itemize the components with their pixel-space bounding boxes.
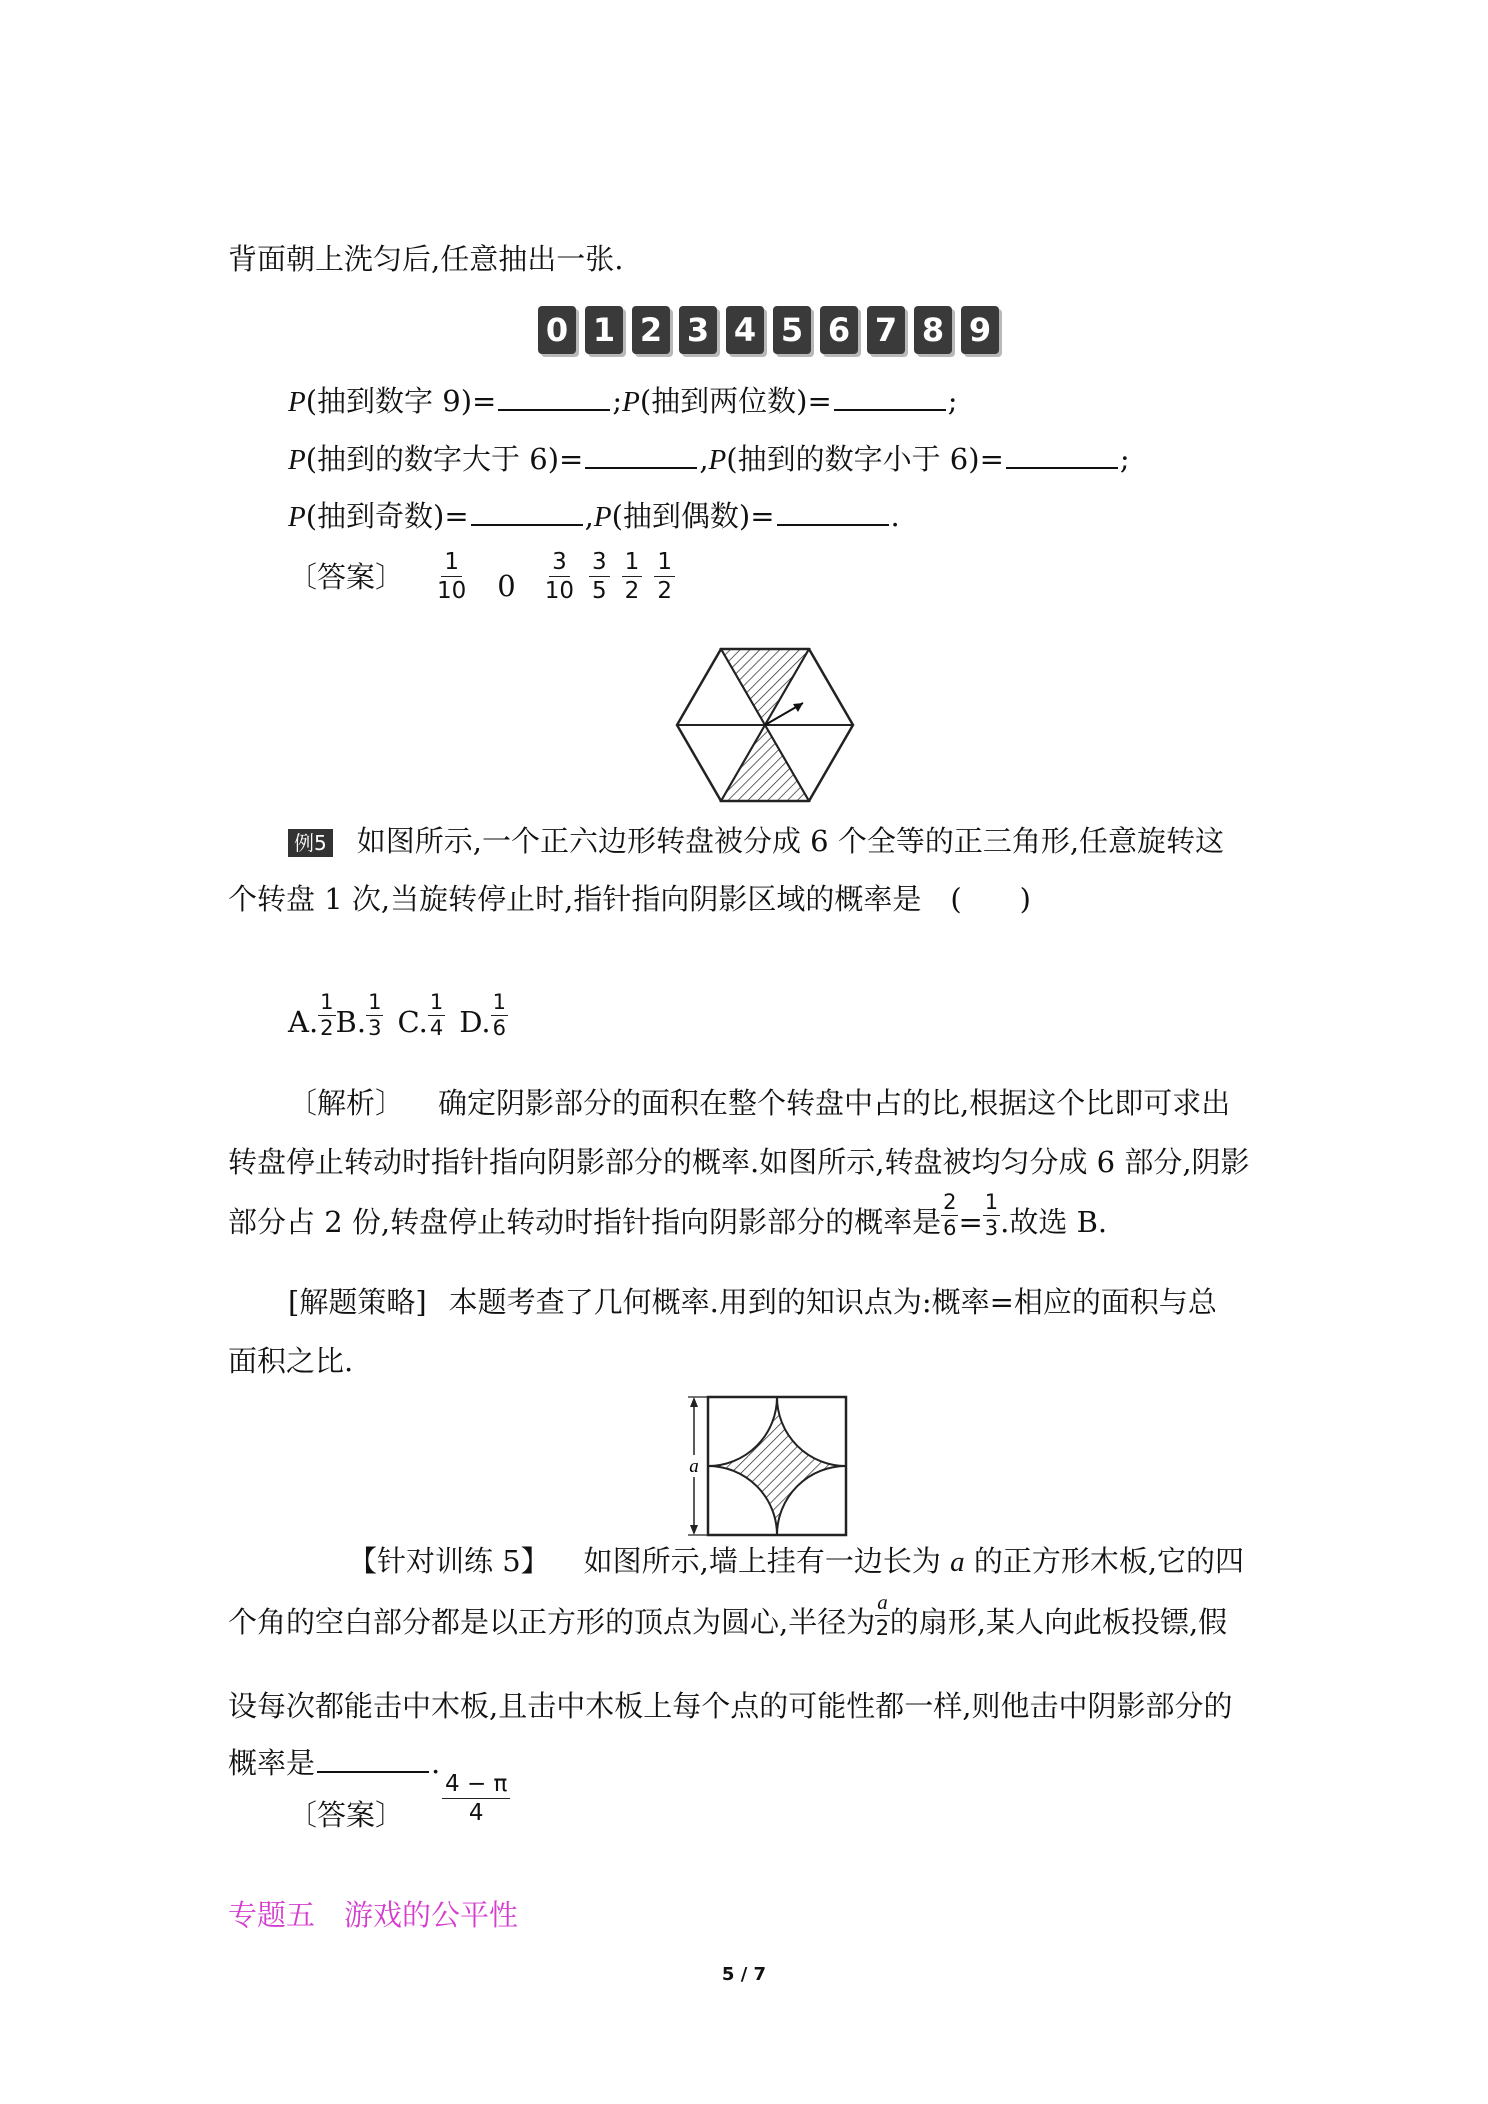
card-0: 0 <box>538 306 576 354</box>
example-badge: 例5 <box>288 829 333 857</box>
analysis-line-1 <box>288 1084 1230 1122</box>
training-text: 概率是 <box>228 1746 316 1780</box>
punct: . <box>431 1746 441 1780</box>
answer-label: 〔答案〕 <box>288 1798 405 1832</box>
p-symbol: P <box>288 386 306 418</box>
arrow-down-icon <box>690 1525 698 1535</box>
analysis-text: 部分占 2 份,转盘停止转动时指针指向阴影部分的概率是 <box>228 1205 942 1239</box>
variable-a: a <box>950 1546 965 1578</box>
arrow-up-icon <box>690 1397 698 1407</box>
option-d-label: D. <box>459 1005 491 1039</box>
card-6: 6 <box>820 306 858 354</box>
p-symbol: P <box>288 444 306 476</box>
training-5-line-4 <box>228 1744 440 1782</box>
option-c-fraction: $\frac{1}{4}$ <box>429 990 444 1040</box>
fraction: $\frac{2}{6}$ <box>943 1190 957 1240</box>
card-2: 2 <box>632 306 670 354</box>
answer-1 <box>288 548 681 605</box>
punct: ; <box>1119 442 1130 476</box>
square-board-figure <box>680 1395 850 1537</box>
option-a-label: A. <box>288 1005 319 1039</box>
fraction: $\frac{1}{2}$ <box>654 548 675 605</box>
p-symbol: P <box>708 444 727 476</box>
card-1: 1 <box>585 306 623 354</box>
answer-label: 〔答案〕 <box>288 559 405 594</box>
card-9: 9 <box>961 306 999 354</box>
topic-heading: 专题五 游戏的公平性 <box>228 1898 519 1932</box>
card-3: 3 <box>679 306 717 354</box>
shaded-bottom-triangle <box>721 725 809 801</box>
punct: ; <box>947 384 958 418</box>
prob-line-1 <box>288 382 958 421</box>
answer-blank[interactable] <box>777 498 889 526</box>
p-symbol: P <box>593 501 612 533</box>
hexagon-spinner-figure <box>675 645 855 805</box>
fraction: $\frac{3}{5}$ <box>589 548 610 605</box>
number-cards <box>538 306 1008 354</box>
fraction: $\frac{1}{2}$ <box>622 548 643 605</box>
prob-text: (抽到偶数)= <box>611 499 775 533</box>
training-5-line-2 <box>228 1590 1227 1641</box>
option-c-label: C. <box>397 1005 428 1039</box>
analysis-text: .故选 B. <box>1000 1205 1108 1239</box>
card-4: 4 <box>726 306 764 354</box>
example-5-line-1 <box>288 822 1224 860</box>
option-d-fraction: $\frac{1}{6}$ <box>492 990 507 1040</box>
training-text: 如图所示,墙上挂有一边长为 <box>583 1544 951 1578</box>
options-row <box>288 990 508 1041</box>
strategy-line-1 <box>288 1283 1217 1321</box>
analysis-label: 〔解析〕 <box>288 1086 405 1120</box>
p-symbol: P <box>622 386 640 418</box>
option-b-label: B. <box>335 1005 367 1039</box>
fraction: $\frac{4 - \pi}{4}$ <box>442 1770 510 1827</box>
intro-line: 背面朝上洗匀后,任意抽出一张. <box>228 242 624 276</box>
answer-zero: 0 <box>497 568 516 603</box>
training-5-line-3: 设每次都能击中木板,且击中木板上每个点的可能性都一样,则他击中阴影部分的 <box>228 1689 1233 1723</box>
strategy-line-2: 面积之比. <box>228 1344 354 1378</box>
fraction: $\frac{3}{10}$ <box>544 549 575 604</box>
training-5-line-1 <box>348 1542 1244 1581</box>
p-symbol: P <box>288 501 306 533</box>
equals-sign: = <box>958 1205 983 1239</box>
example-text: 如图所示,一个正六边形转盘被分成 6 个全等的正三角形,任意旋转这 <box>356 824 1225 858</box>
option-a-fraction: $\frac{1}{2}$ <box>320 990 334 1040</box>
fraction: $\frac{1}{3}$ <box>984 1190 999 1240</box>
prob-text: (抽到两位数)= <box>639 384 832 418</box>
radius-fraction: $\frac{a}{2}$ <box>875 1590 890 1640</box>
answer-blank[interactable] <box>834 383 946 411</box>
punct: . <box>890 499 900 533</box>
card-8: 8 <box>914 306 952 354</box>
fraction: $\frac{1}{10}$ <box>437 549 467 604</box>
training-text: 的扇形,某人向此板投镖,假 <box>889 1605 1228 1639</box>
page-number: 5 / 7 <box>721 1964 767 1985</box>
side-label: a <box>689 1456 699 1477</box>
prob-text: (抽到的数字大于 6)= <box>305 442 584 476</box>
answer-blank[interactable] <box>498 383 610 411</box>
strategy-text: 本题考查了几何概率.用到的知识点为:概率=相应的面积与总 <box>448 1285 1217 1319</box>
answer-2 <box>288 1770 516 1834</box>
answer-blank[interactable] <box>1006 441 1118 469</box>
analysis-text: 确定阴影部分的面积在整个转盘中占的比,根据这个比即可求出 <box>438 1086 1231 1120</box>
training-text: 个角的空白部分都是以正方形的顶点为圆心,半径为 <box>228 1605 876 1639</box>
prob-text: (抽到数字 9)= <box>305 384 497 418</box>
card-5: 5 <box>773 306 811 354</box>
shaded-top-triangle <box>721 649 809 725</box>
answer-blank[interactable] <box>585 441 697 469</box>
example-5-line-2: 个转盘 1 次,当旋转停止时,指针指向阴影区域的概率是 ( ) <box>228 882 1031 916</box>
prob-text: (抽到奇数)= <box>305 499 469 533</box>
strategy-label: [解题策略] <box>288 1285 427 1319</box>
prob-line-3 <box>288 497 900 536</box>
card-7: 7 <box>867 306 905 354</box>
option-b-fraction: $\frac{1}{3}$ <box>368 990 382 1040</box>
prob-text: (抽到的数字小于 6)= <box>726 442 1004 476</box>
answer-blank[interactable] <box>317 1745 429 1773</box>
answer-blank[interactable] <box>471 498 583 526</box>
punct: ; <box>612 384 623 418</box>
training-text: 的正方形木板,它的四 <box>964 1544 1245 1578</box>
punct: , <box>699 442 709 476</box>
punct: , <box>584 499 594 533</box>
analysis-line-2: 转盘停止转动时指针指向阴影部分的概率.如图所示,转盘被均匀分成 6 部分,阴影 <box>228 1145 1250 1179</box>
prob-line-2 <box>288 440 1130 479</box>
analysis-line-3 <box>228 1190 1107 1241</box>
training-label: 【针对训练 5】 <box>348 1544 550 1578</box>
